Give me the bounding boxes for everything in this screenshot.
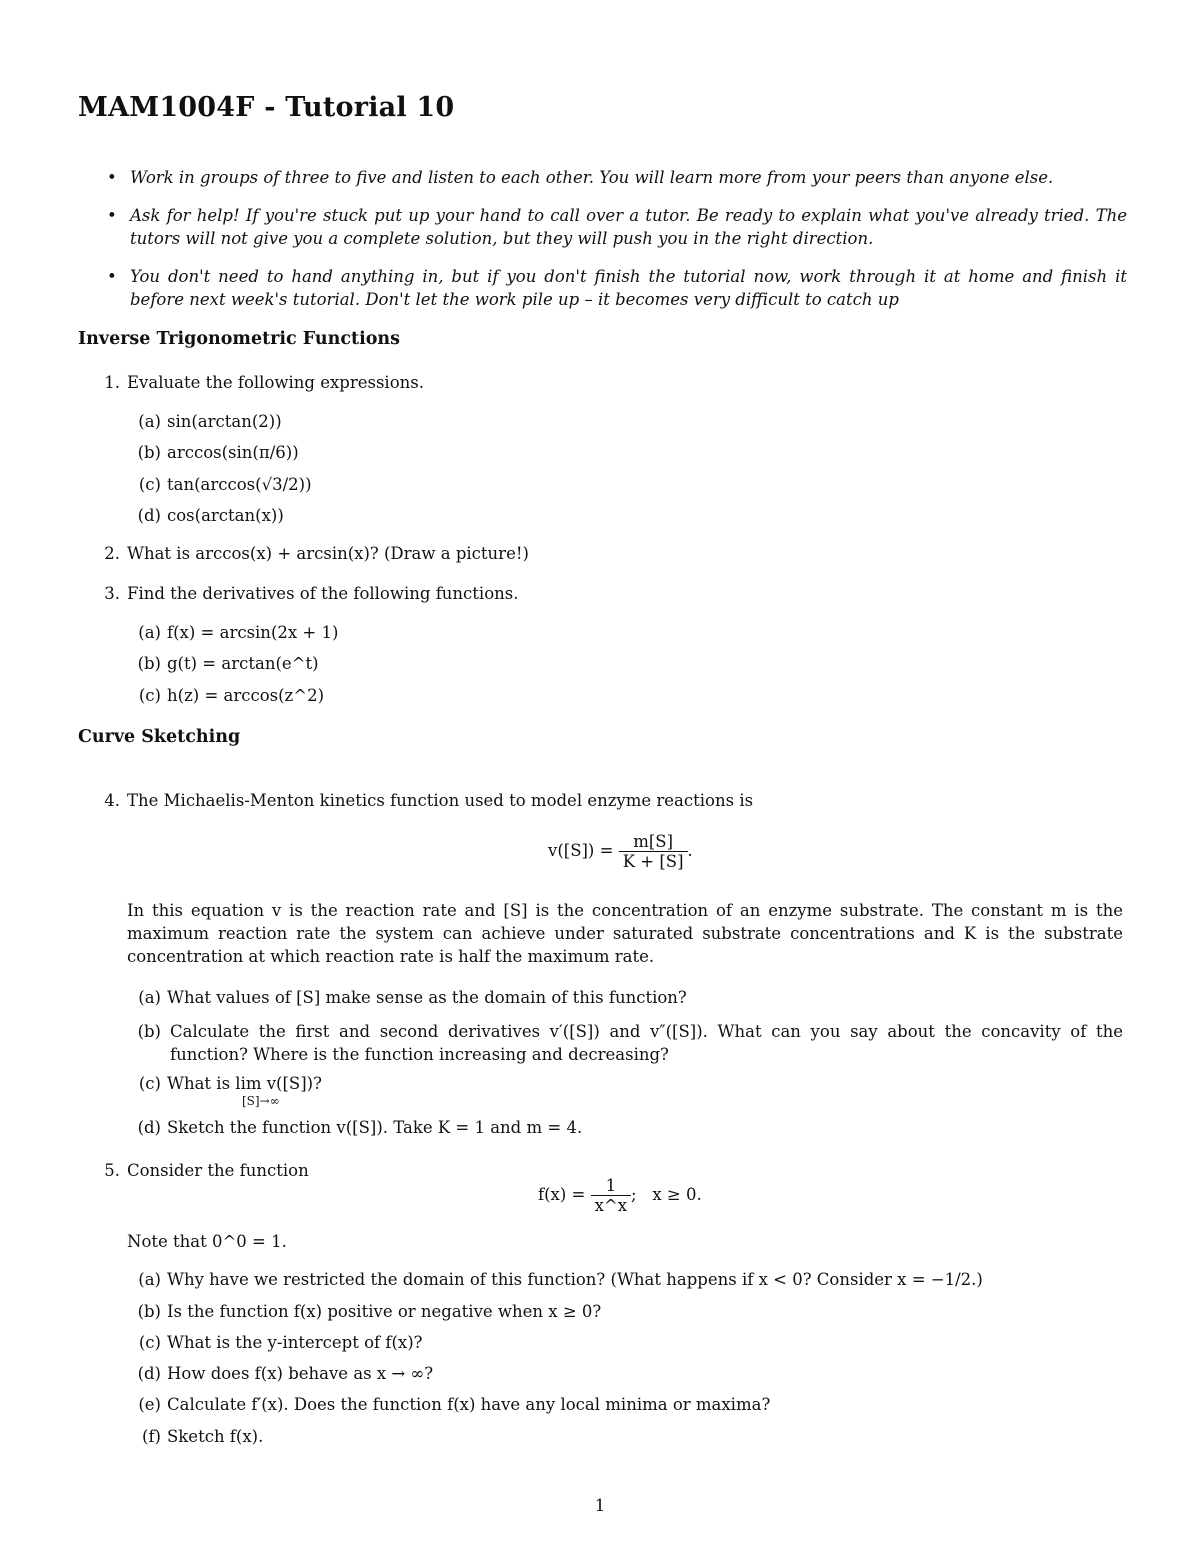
question-number: 3. — [104, 584, 120, 603]
part-text: tan(arccos(√3/2)) — [167, 475, 312, 494]
question-part — [127, 1118, 582, 1137]
question-paragraph: In this equation v is the reaction rate and [S] is the concentration of an enzyme substrate. The constant m is the maximum reaction rate the system can achieve under saturated substrate concentrations and K is the substrate concentration at which reaction rate is half the maximum rate. — [127, 901, 1123, 966]
question-part — [127, 686, 324, 705]
part-label: (c) — [138, 475, 161, 494]
instruction-item: • Work in groups of three to five and listen to each other. You will learn more from your peers than anyone else. — [107, 166, 1127, 189]
part-label: (b) — [137, 443, 161, 462]
part-text: sin(arctan(2)) — [167, 412, 282, 431]
question-part — [127, 1364, 433, 1383]
question-number: 1. — [104, 373, 120, 392]
part-text: f(x) = arcsin(2x + 1) — [167, 623, 339, 642]
question-part — [127, 443, 299, 462]
section-heading-inverse-trig: Inverse Trigonometric Functions — [78, 329, 400, 349]
part-label: (c) — [138, 1074, 161, 1093]
part-text: g(t) = arctan(e^t) — [167, 654, 319, 673]
question-part — [127, 506, 284, 525]
part-text: Sketch the function v([S]). Take K = 1 and m = 4. — [167, 1118, 583, 1137]
part-label: (b) — [137, 1022, 161, 1041]
question-part — [127, 1270, 983, 1289]
question-part — [127, 412, 282, 431]
question-part — [127, 623, 338, 642]
question-number: 2. — [104, 544, 120, 563]
part-label: (a) — [138, 623, 161, 642]
part-label: (d) — [137, 1364, 161, 1383]
part-text: Calculate the first and second derivatives v′([S]) and v″([S]). What can you say about the concavity of the function? Where is the function increasing and decreasing? — [170, 1022, 1123, 1064]
question-text: Evaluate the following expressions. — [127, 373, 424, 392]
question-text: Consider the function — [127, 1161, 309, 1180]
part-label: (f) — [142, 1427, 161, 1446]
part-label: (e) — [138, 1395, 161, 1414]
part-label: (a) — [138, 1270, 161, 1289]
part-text: Is the function f(x) positive or negative when x ≥ 0? — [167, 1302, 602, 1321]
question-text: What is arccos(x) + arcsin(x)? (Draw a picture!) — [127, 544, 529, 563]
page-number: 1 — [594, 1496, 606, 1515]
part-text: Calculate f′(x). Does the function f(x) have any local minima or maxima? — [167, 1395, 771, 1414]
part-text: What values of [S] make sense as the domain of this function? — [167, 988, 687, 1007]
equation-fraction — [619, 832, 688, 871]
part-text: How does f(x) behave as x → ∞? — [167, 1364, 434, 1383]
part-text: What is the y-intercept of f(x)? — [167, 1333, 423, 1352]
part-label: (c) — [138, 1333, 161, 1352]
equation-denominator: x^x — [591, 1195, 631, 1215]
question-part — [127, 1427, 263, 1446]
equation-fraction — [591, 1176, 631, 1215]
part-text: cos(arctan(x)) — [167, 506, 284, 525]
question-note: Note that 0^0 = 1. — [127, 1232, 287, 1251]
part-label: (b) — [137, 654, 161, 673]
question-part — [127, 1395, 770, 1414]
question-text: The Michaelis-Menton kinetics function used to model enzyme reactions is — [127, 791, 754, 810]
equation-lhs: v([S]) = — [548, 841, 614, 860]
equation-numerator: m[S] — [633, 832, 674, 851]
part-label: (a) — [138, 412, 161, 431]
section-heading-curve-sketching: Curve Sketching — [78, 727, 241, 747]
part-label: (a) — [138, 988, 161, 1007]
question-part — [127, 654, 319, 673]
part-label: (d) — [137, 506, 161, 525]
instruction-item: • You don't need to hand anything in, but if you don't finish the tutorial now, work through it at home and finish it before next week's tutorial. Don't let the work pile up – it becomes very difficult to catch up — [107, 265, 1127, 311]
instructions-list — [107, 166, 1127, 326]
question-part — [127, 988, 687, 1007]
part-text: Sketch f(x). — [167, 1427, 264, 1446]
michaelis-menten-equation: v([S]) = $\frac{m[S]}{K + [S]}$ . — [548, 832, 693, 871]
function-equation — [538, 1176, 702, 1215]
question-part — [127, 1302, 601, 1321]
part-label: (d) — [137, 1118, 161, 1137]
question-part — [127, 475, 312, 494]
equation-lhs: f(x) = — [538, 1185, 586, 1204]
equation-rhs: ; x ≥ 0. — [631, 1185, 702, 1204]
part-label: (c) — [138, 686, 161, 705]
part-text: Why have we restricted the domain of this function? (What happens if x < 0? Consider x = −1/2.) — [167, 1270, 983, 1289]
equation-numerator: 1 — [605, 1176, 617, 1195]
part-text: h(z) = arccos(z^2) — [167, 686, 325, 705]
question-part — [127, 1333, 423, 1352]
question-number: 5. — [104, 1161, 120, 1180]
equation-denominator: K + [S] — [619, 851, 688, 871]
question-part — [127, 1020, 1123, 1066]
question-text: Find the derivatives of the following functions. — [127, 584, 519, 603]
question-number: 4. — [104, 791, 120, 810]
page-title: MAM1004F - Tutorial 10 — [78, 92, 455, 123]
part-text: What is lim v([S])? — [167, 1074, 322, 1093]
question-part — [127, 1074, 322, 1093]
part-text: arccos(sin(π/6)) — [167, 443, 299, 462]
limit-subscript: [S]→∞ — [242, 1094, 280, 1108]
part-label: (b) — [137, 1302, 161, 1321]
instruction-item: • Ask for help! If you're stuck put up your hand to call over a tutor. Be ready to explain what you've already tried. The tutors will not give you a complete solution, but they will push you in the right direction. — [107, 204, 1127, 250]
